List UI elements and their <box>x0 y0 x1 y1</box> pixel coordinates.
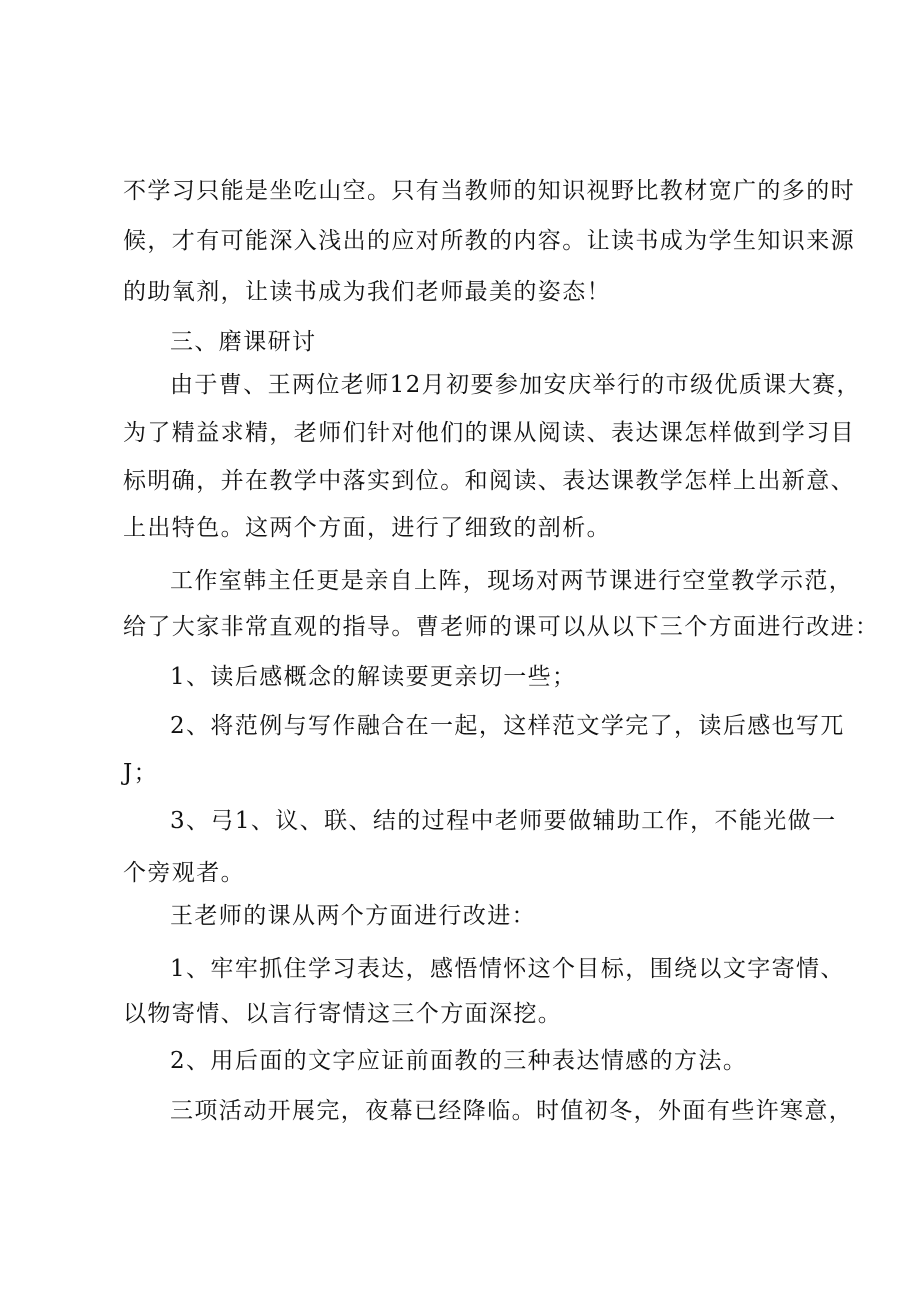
text-line: 为了精益求精，老师们针对他们的课从阅读、表达课怎样做到学习目 <box>123 420 855 446</box>
list-item: 1、牢牢抓住学习表达，感悟情怀这个目标，围绕以文字寄情、 <box>170 956 845 982</box>
text-line: J； <box>123 760 159 786</box>
list-item: 3、弓1、议、联、结的过程中老师要做辅助工作，不能光做一 <box>170 808 837 834</box>
text-line: 由于曹、王两位老师12月初要参加安庆举行的市级优质课大赛， <box>170 372 861 398</box>
text-line: 以物寄情、以言行寄情这三个方面深挖。 <box>123 1001 563 1027</box>
list-item: 1、读后感概念的解读要更亲切一些； <box>170 664 577 690</box>
text-line: 的助氧剂，让读书成为我们老师最美的姿态！ <box>123 279 611 305</box>
text-line: 工作室韩主任更是亲自上阵，现场对两节课进行空堂教学示范， <box>170 568 854 594</box>
text-line: 个旁观者。 <box>123 860 245 886</box>
list-item: 2、将范例与写作融合在一起，这样范文学完了，读后感也写兀 <box>170 713 845 739</box>
text-line: 不学习只能是坐吃山空。只有当教师的知识视野比教材宽广的多的时 <box>123 178 855 204</box>
text-line: 王老师的课从两个方面进行改进： <box>170 903 536 929</box>
list-item: 2、用后面的文字应证前面教的三种表达情感的方法。 <box>170 1048 748 1074</box>
text-line: 标明确，并在教学中落实到位。和阅读、表达课教学怎样上出新意、 <box>123 468 855 494</box>
text-line: 候，才有可能深入浅出的应对所教的内容。让读书成为学生知识来源 <box>123 228 855 254</box>
text-line: 上出特色。这两个方面，进行了细致的剖析。 <box>123 515 611 541</box>
text-line: 三项活动开展完，夜幕已经降临。时值初冬，外面有些许寒意， <box>170 1098 854 1124</box>
section-heading: 三、磨课研讨 <box>170 329 317 355</box>
text-line: 给了大家非常直观的指导。曹老师的课可以从以下三个方面进行改进： <box>123 614 880 640</box>
